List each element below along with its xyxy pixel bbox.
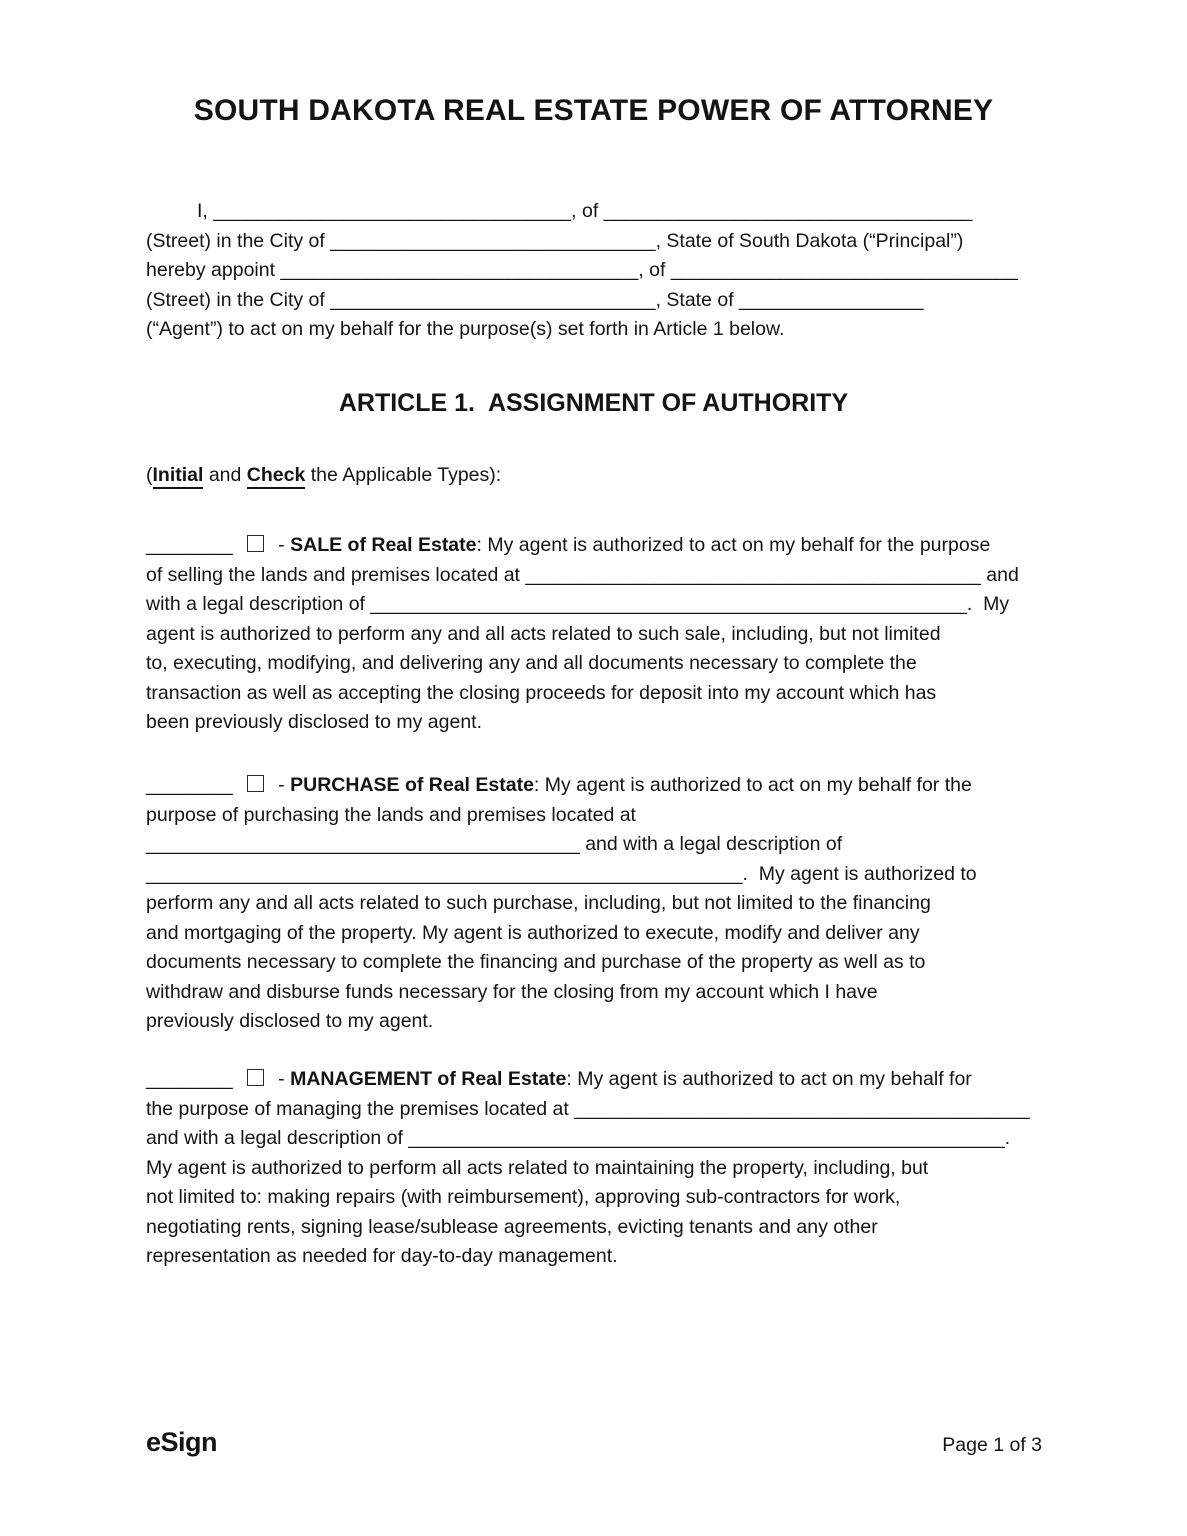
management-first-line-text: : My agent is authorized to act on my behalf for <box>566 1068 972 1090</box>
sale-clause-line: agent is authorized to perform any and all acts related to such sale, including, but not limited <box>146 622 941 645</box>
sale-clause-line: transaction as well as accepting the closing proceeds for deposit into my account which has <box>146 681 937 704</box>
instruction-and: and <box>203 464 247 486</box>
initial-keyword: Initial <box>153 464 204 489</box>
purchase-clause-line: ________________________________________ and with a legal description of <box>146 833 843 855</box>
management-initials-blank[interactable]: ________ <box>146 1068 233 1090</box>
purchase-clause-line: _______________________________________________________. My agent is authorized to <box>146 862 977 885</box>
purchase-label: PURCHASE of Real Estate <box>290 774 534 796</box>
page-footer <box>146 1427 1042 1458</box>
management-clause-line: negotiating rents, signing lease/sublease agreements, evicting tenants and any other <box>146 1215 878 1238</box>
instruction-open-paren: ( <box>146 464 153 486</box>
purchase-first-line-text: : My agent is authorized to act on my behalf for the <box>533 774 972 796</box>
instruction-rest: the Applicable Types): <box>305 464 502 486</box>
purchase-clause <box>146 771 1042 1037</box>
intro-line-agent: hereby appoint _________________________________, of ________________________________ <box>146 259 1018 281</box>
intro-line-agent-address: (Street) in the City of ______________________________, State of _________________ <box>146 288 924 311</box>
management-label: MANAGEMENT of Real Estate <box>290 1068 567 1090</box>
management-clause <box>146 1065 1042 1272</box>
purchase-clause-line: previously disclosed to my agent. <box>146 1010 434 1032</box>
document-title: SOUTH DAKOTA REAL ESTATE POWER OF ATTORNEY <box>193 94 994 127</box>
sale-separator: - <box>272 534 291 556</box>
sale-clause-line: been previously disclosed to my agent. <box>146 711 483 733</box>
management-clause-line: My agent is authorized to perform all acts related to maintaining the property, including, but <box>146 1156 929 1179</box>
sale-checkbox-icon[interactable] <box>247 535 264 552</box>
purchase-clause-first-line <box>146 771 1042 801</box>
management-clause-line: representation as needed for day-to-day management. <box>146 1245 618 1267</box>
purchase-initials-blank[interactable]: ________ <box>146 774 233 796</box>
sale-clause-line: of selling the lands and premises located at __________________________________________ and <box>146 563 1019 586</box>
management-clause-line: and with a legal description of _______________________________________________________. <box>146 1127 1011 1149</box>
sale-first-line-text: : My agent is authorized to act on my behalf for the purpose <box>476 534 991 556</box>
intro-paragraph <box>146 197 1042 345</box>
management-separator: - <box>272 1068 291 1090</box>
intro-line-principal: I, _________________________________, of __________________________________ <box>197 200 973 222</box>
purchase-clause-line: documents necessary to complete the financing and purchase of the property as well as to <box>146 951 926 973</box>
sale-initials-blank[interactable]: ________ <box>146 534 233 556</box>
check-keyword: Check <box>247 464 306 489</box>
intro-line-purpose: (“Agent”) to act on my behalf for the purpose(s) set forth in Article 1 below. <box>146 318 785 340</box>
purchase-clause-line: perform any and all acts related to such purchase, including, but not limited to the financing <box>146 892 931 914</box>
sale-clause <box>146 531 1042 738</box>
purchase-clause-line: purpose of purchasing the lands and premises located at <box>146 803 636 826</box>
management-clause-line: not limited to: making repairs (with reimbursement), approving sub-contractors for work, <box>146 1186 901 1208</box>
sale-label: SALE of Real Estate <box>290 534 477 556</box>
purchase-clause-line: withdraw and disburse funds necessary for the closing from my account which I have <box>146 980 878 1003</box>
article-1-heading: ARTICLE 1. ASSIGNMENT OF AUTHORITY <box>338 389 849 417</box>
management-clause-line: the purpose of managing the premises located at __________________________________________ <box>146 1097 1030 1120</box>
purchase-clause-line: and mortgaging of the property. My agent is authorized to execute, modify and deliver any <box>146 921 920 944</box>
intro-line-principal-address: (Street) in the City of ______________________________, State of South Dakota (“Principal”) <box>146 229 964 252</box>
instruction-line <box>146 461 1042 491</box>
sale-clause-line: with a legal description of _______________________________________________________. My <box>146 593 1010 615</box>
management-checkbox-icon[interactable] <box>247 1069 264 1086</box>
purchase-checkbox-icon[interactable] <box>247 775 264 792</box>
sale-clause-first-line <box>146 531 1042 561</box>
esign-logo: eSign <box>146 1427 218 1457</box>
management-clause-first-line <box>146 1065 1042 1095</box>
purchase-separator: - <box>272 774 291 796</box>
page-number: Page 1 of 3 <box>942 1434 1042 1456</box>
sale-clause-line: to, executing, modifying, and delivering any and all documents necessary to complete the <box>146 652 917 674</box>
